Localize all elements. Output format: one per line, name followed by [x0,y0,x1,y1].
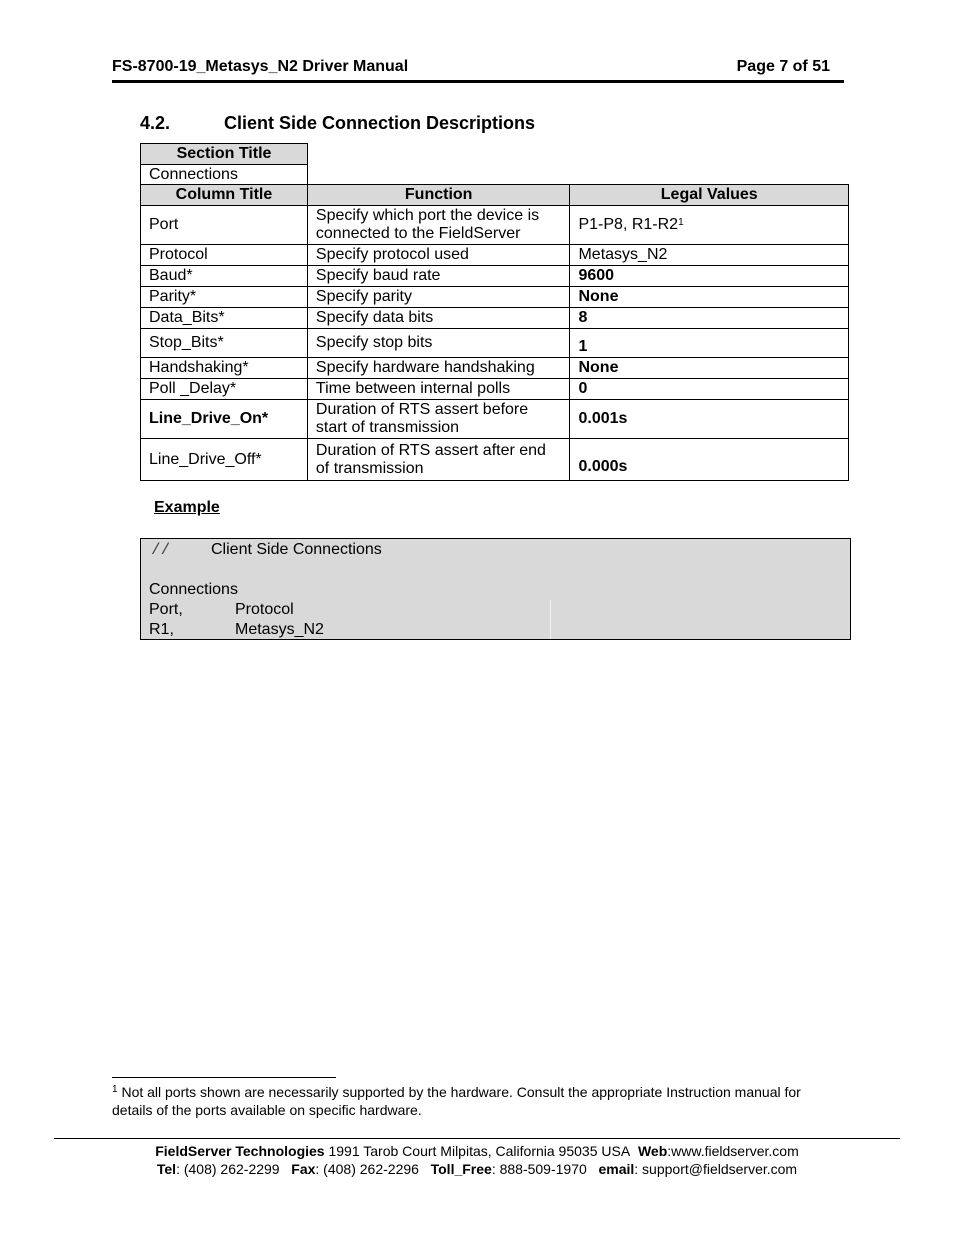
page-footer [54,1142,900,1178]
column-header-legal-values: Legal Values [570,185,849,206]
row-value: Metasys_N2 [570,245,849,266]
footer-tel: : (408) 262-2299 [176,1161,280,1177]
row-title: Port [141,206,308,245]
footnote-reference: 1 [678,217,684,228]
row-function: Specify baud rate [307,266,570,287]
footer-fax-label: Fax [291,1161,316,1177]
example-label: Example [154,499,220,516]
footer-fax: : (408) 262-2296 [315,1161,419,1177]
row-function: Specify hardware handshaking [307,358,570,379]
document-title: FS-8700-19_Metasys_N2 Driver Manual [112,58,409,75]
footer-tollfree: : 888-509-1970 [491,1161,587,1177]
section-title-value: Connections [141,165,308,186]
table-row [141,308,849,329]
row-value [570,206,849,245]
row-value: None [570,287,849,308]
example-divider [550,600,551,639]
page-header [112,56,844,83]
section-number: 4.2. [140,113,171,133]
row-value: None [570,358,849,379]
table-header-row [141,185,849,206]
section-heading [140,113,535,134]
footer-address: 1991 Tarob Court Milpitas, California 95035 USA [328,1143,631,1159]
table-row [141,245,849,266]
row-function: Specify parity [307,287,570,308]
row-value: 0 [570,379,849,400]
row-title: Data_Bits* [141,308,308,329]
row-title: Stop_Bits* [141,329,308,358]
example-col1-value: R1, [149,621,174,638]
footer-email: : support@fieldserver.com [634,1161,798,1177]
example-code-box [140,538,851,640]
example-section-name: Connections [149,581,238,598]
row-function: Duration of RTS assert before start of transmission [307,400,570,439]
table-row [141,379,849,400]
column-header-function: Function [307,185,570,206]
row-title: Line_Drive_Off* [141,439,308,481]
row-function: Duration of RTS assert after end of transmission [307,439,570,481]
footer-rule [54,1138,900,1139]
table-row [141,266,849,287]
row-value-text: P1-P8, R1-R2 [578,216,679,233]
row-value: 9600 [570,266,849,287]
row-function: Specify which port the device is connected to the FieldServer [307,206,570,245]
page-number: Page 7 of 51 [736,58,830,75]
table-row [141,400,849,439]
example-col2-header: Protocol [235,601,294,618]
comment-marker: // [151,541,171,559]
row-title: Line_Drive_On* [141,400,308,439]
footnote-marker: 1 [112,1084,118,1095]
example-col1-header: Port, [149,601,183,618]
footnote-text: Not all ports shown are necessarily supported by the hardware. Consult the appropriate Instruction manual for details of the ports available on specific hardware. [112,1084,801,1118]
footer-company: FieldServer Technologies [155,1143,325,1159]
section-title-header: Section Title [141,144,308,165]
example-col2-value: Metasys_N2 [235,621,324,638]
comment-text: Client Side Connections [211,541,382,558]
footnote [112,1083,832,1119]
row-title: Poll _Delay* [141,379,308,400]
table-row [141,439,849,481]
footer-tollfree-label: Toll_Free [430,1161,492,1177]
row-value: 0.000s [570,439,849,481]
row-value: 0.001s [570,400,849,439]
row-function: Specify protocol used [307,245,570,266]
row-title: Protocol [141,245,308,266]
connection-parameters-table [140,184,849,481]
row-title: Baud* [141,266,308,287]
section-title-table [140,143,308,186]
section-title: Client Side Connection Descriptions [224,113,536,133]
footer-web: :www.fieldserver.com [667,1143,799,1159]
table-row [141,206,849,245]
footer-email-label: email [598,1161,635,1177]
table-row [141,329,849,358]
footer-line-2 [54,1160,900,1178]
footnote-rule [112,1077,336,1078]
row-function: Specify stop bits [307,329,570,358]
footer-web-label: Web [637,1143,668,1159]
row-title: Parity* [141,287,308,308]
column-header-title: Column Title [141,185,308,206]
row-function: Specify data bits [307,308,570,329]
footer-tel-label: Tel [156,1161,177,1177]
row-title: Handshaking* [141,358,308,379]
row-value: 8 [570,308,849,329]
row-function: Time between internal polls [307,379,570,400]
table-row [141,358,849,379]
row-value: 1 [570,329,849,358]
table-row [141,287,849,308]
footer-line-1 [54,1142,900,1160]
